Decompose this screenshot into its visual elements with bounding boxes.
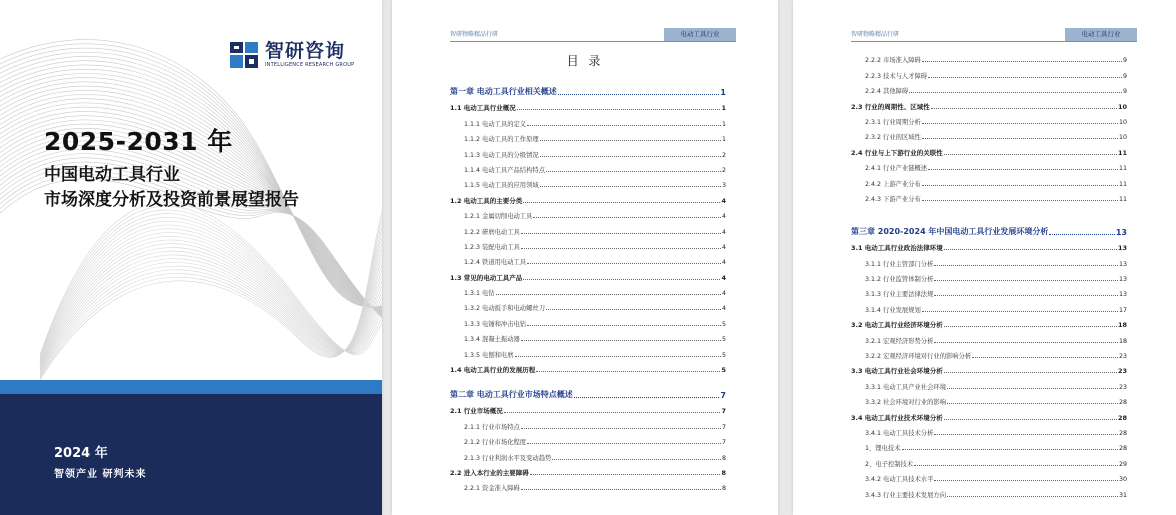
toc-page-number: 4 [721, 228, 726, 236]
toc-entry-title: 1.3 常见的电动工具产品 [450, 273, 523, 282]
toc-dot-leader [521, 248, 721, 249]
toc-page-number: 8 [721, 468, 726, 477]
toc-page-number: 7 [721, 423, 726, 431]
toc-page-number: 10 [1118, 134, 1127, 142]
toc-spacer [450, 374, 726, 383]
toc-dot-leader [536, 371, 720, 372]
toc-entry-sub[interactable] [450, 282, 726, 297]
toc-entry-sub[interactable] [851, 391, 1127, 406]
toc-page-number: 23 [1118, 383, 1127, 391]
toc-dot-leader [527, 325, 721, 326]
toc-dot-leader [914, 465, 1118, 466]
header-brand: 智研物略精品行研 [450, 31, 499, 38]
logo-name: 智研咨询 [265, 40, 346, 62]
toc-entry-sub[interactable] [450, 128, 726, 143]
toc-entry-title: 3.1.3 行业主要法律法规 [865, 291, 934, 299]
toc-entry-title: 2、电子控制技术 [865, 460, 914, 468]
header-industry-tag: 电动工具行业 [664, 28, 736, 41]
toc-entry-sub[interactable] [851, 126, 1127, 141]
toc-entry-title: 1.1.4 电动工具产品结构特点 [464, 166, 545, 174]
toc-page-number: 7 [721, 439, 726, 447]
toc-entry-sub[interactable] [851, 111, 1127, 126]
toc-entry-chapter[interactable] [450, 80, 726, 97]
toc-dot-leader [972, 357, 1118, 358]
toc-dot-leader [1049, 234, 1114, 235]
toc-page-number: 13 [1118, 276, 1127, 284]
toc-dot-leader [922, 123, 1118, 124]
toc-entry-title: 2.2.3 技术与人才障碍 [865, 72, 928, 80]
toc-dot-leader [934, 280, 1118, 281]
toc-page-number: 23 [1117, 367, 1127, 376]
toc-dot-leader [530, 474, 721, 475]
toc-entry-title: 3.4 电动工具行业技术环境分析 [851, 413, 943, 422]
toc-entry-title: 1.2.1 金属切削电动工具 [464, 213, 533, 221]
toc-entry-section[interactable] [450, 266, 726, 281]
toc-entry-sub[interactable] [450, 112, 726, 127]
cover-accent-band [0, 380, 382, 394]
toc-dot-leader [947, 403, 1118, 404]
toc-dot-leader [922, 185, 1118, 186]
toc-dot-leader [944, 372, 1117, 373]
toc-dot-leader [552, 459, 721, 460]
toc-entry-sub[interactable] [450, 159, 726, 174]
toc-page-number: 4 [721, 243, 726, 251]
toc-entry-title: 1.3.2 电动扳手和电动螺丝刀 [464, 305, 545, 313]
toc-page-number: 10 [1118, 118, 1127, 126]
toc-entry-sub[interactable] [450, 251, 726, 266]
toc-page-number: 29 [1118, 460, 1127, 468]
toc-dot-leader [558, 94, 720, 95]
toc-page-number: 31 [1118, 491, 1127, 499]
toc-entry-sub[interactable] [851, 80, 1127, 95]
toc-dot-leader [922, 138, 1118, 139]
toc-dot-leader [546, 309, 721, 310]
toc-page-number: 11 [1118, 195, 1127, 203]
cover-slogan: 智领产业 研判未来 [54, 469, 147, 480]
toc-page-2 [793, 0, 1176, 515]
toc-entry-title: 3.4.3 行业主要技术发展方向 [865, 491, 946, 499]
toc-dot-leader [540, 140, 721, 141]
toc-entry-title: 1.3.1 电钻 [464, 290, 495, 298]
cover-date: 2024 年 [54, 446, 108, 461]
toc-entry-sub[interactable] [851, 157, 1127, 172]
toc-page-number: 4 [721, 305, 726, 313]
toc-page-number: 7 [721, 407, 726, 416]
toc-entry-chapter[interactable] [450, 383, 726, 400]
toc-page-number: 1 [721, 120, 726, 128]
toc-entry-sub[interactable] [450, 312, 726, 327]
toc-page-number: 13 [1118, 291, 1127, 299]
toc-title: 目 录 [566, 54, 604, 68]
toc-entry-title: 2.2 进入本行业的主要障碍 [450, 468, 529, 477]
toc-entry-title: 3.3.2 社会环境对行业的影响 [865, 399, 946, 407]
toc-entry-sub[interactable] [450, 343, 726, 358]
toc-dot-leader [934, 295, 1118, 296]
toc-entry-title: 3.4.1 电动工具技术分析 [865, 429, 934, 437]
toc-dot-leader [504, 412, 721, 413]
toc-entry-section[interactable] [851, 360, 1127, 375]
page-header [450, 28, 736, 42]
toc-entry-sub[interactable] [851, 172, 1127, 187]
toc-page-number: 13 [1117, 244, 1127, 253]
toc-page-number: 13 [1118, 260, 1127, 268]
cover-page [0, 0, 382, 515]
toc-page-number: 3 [721, 182, 726, 190]
toc-entry-title: 1、锂电技术 [865, 445, 901, 453]
toc-entry-sub[interactable] [851, 283, 1127, 298]
toc-dot-leader [934, 265, 1118, 266]
toc-page-number: 4 [721, 213, 726, 221]
toc-dot-leader [909, 92, 1122, 93]
toc-page-number: 11 [1118, 180, 1127, 188]
toc-entry-section[interactable] [450, 400, 726, 415]
toc-entry-section[interactable] [450, 462, 726, 477]
toc-page-number: 5 [721, 351, 726, 359]
toc-list [450, 80, 726, 492]
toc-dot-leader [934, 434, 1118, 435]
toc-page-number: 5 [721, 320, 726, 328]
toc-page-number: 9 [1122, 57, 1127, 65]
toc-entry-title: 2.1.2 行业市场化程度 [464, 439, 527, 447]
toc-dot-leader [922, 61, 1122, 62]
toc-entry-title: 2.2.2 市场准入障碍 [865, 57, 921, 65]
toc-dot-leader [521, 233, 721, 234]
toc-entry-title: 3.1.4 行业发展规划 [865, 306, 921, 314]
toc-dot-leader [944, 419, 1117, 420]
logo-mark-icon [230, 40, 260, 70]
toc-page-number: 9 [1122, 88, 1127, 96]
toc-entry-title: 1.4 电动工具行业的发展历程 [450, 366, 536, 375]
toc-entry-title: 1.2 电动工具的主要分类 [450, 196, 523, 205]
toc-entry-title: 2.3.1 行业周期分析 [865, 118, 921, 126]
toc-spacer [851, 203, 1127, 220]
toc-page-number: 5 [721, 366, 726, 375]
toc-entry-chapter[interactable] [851, 220, 1127, 237]
toc-page-number: 7 [720, 391, 726, 401]
toc-entry-sub[interactable] [450, 415, 726, 430]
toc-entry-title: 2.2.4 其他障碍 [865, 88, 909, 96]
toc-dot-leader [527, 263, 721, 264]
toc-entry-title: 3.2 电动工具行业经济环境分析 [851, 321, 943, 330]
toc-dot-leader [540, 186, 721, 187]
toc-dot-leader [523, 279, 720, 280]
toc-entry-sub[interactable] [851, 49, 1127, 64]
wave-line [40, 198, 382, 376]
logo-subtitle: INTELLIGENCE RESEARCH GROUP [265, 62, 355, 68]
toc-entry-title: 2.3 行业的周期性、区域性 [851, 102, 930, 111]
toc-dot-leader [574, 397, 720, 398]
toc-entry-section[interactable] [851, 314, 1127, 329]
toc-entry-title: 3.1.1 行业主管部门分析 [865, 260, 934, 268]
toc-entry-title: 1.3.5 电刨和电磨 [464, 351, 514, 359]
toc-dot-leader [517, 109, 721, 110]
toc-page-number: 8 [721, 485, 726, 493]
toc-page-number: 18 [1117, 321, 1127, 330]
toc-entry-sub[interactable] [851, 483, 1127, 498]
toc-page-number: 4 [721, 273, 726, 282]
toc-entry-title: 1.1 电动工具行业概况 [450, 104, 516, 113]
toc-entry-section[interactable] [851, 95, 1127, 110]
page-header [851, 28, 1137, 42]
toc-dot-leader [944, 249, 1117, 250]
toc-entry-sub[interactable] [851, 298, 1127, 313]
toc-page-number: 8 [721, 454, 726, 462]
toc-entry-title: 3.2.1 宏观经济形势分析 [865, 337, 934, 345]
toc-dot-leader [928, 77, 1122, 78]
toc-dot-leader [944, 326, 1117, 327]
toc-dot-leader [521, 428, 721, 429]
toc-page-number: 28 [1118, 445, 1127, 453]
toc-entry-sub[interactable] [450, 328, 726, 343]
toc-entry-section[interactable] [450, 359, 726, 374]
toc-dot-leader [521, 340, 721, 341]
toc-entry-title: 3.2.2 宏观经济环境对行业的影响分析 [865, 353, 972, 361]
toc-page-number: 28 [1118, 429, 1127, 437]
toc-entry-sub[interactable] [851, 188, 1127, 203]
toc-dot-leader [934, 480, 1118, 481]
toc-entry-sub[interactable] [450, 205, 726, 220]
toc-entry-title: 1.1.5 电动工具的应用领域 [464, 182, 539, 190]
toc-page-1 [392, 0, 778, 515]
toc-page-number: 5 [721, 336, 726, 344]
toc-page-number: 1 [721, 136, 726, 144]
toc-dot-leader [523, 202, 720, 203]
toc-entry-title: 3.1.2 行业监管体制分析 [865, 276, 934, 284]
toc-page-number: 28 [1118, 399, 1127, 407]
toc-entry-title: 1.2.2 研磨电动工具 [464, 228, 520, 236]
toc-entry-title: 1.1.1 电动工具的定义 [464, 120, 527, 128]
toc-page-number: 11 [1117, 148, 1127, 157]
cover-year: 2025-2031 年 [44, 127, 233, 156]
toc-entry-title: 2.1 行业市场概况 [450, 407, 503, 416]
toc-dot-leader [546, 171, 721, 172]
toc-entry-title: 1.3.3 电锤和冲击电钻 [464, 320, 527, 328]
toc-page-number: 9 [1122, 72, 1127, 80]
toc-dot-leader [527, 125, 721, 126]
toc-page-number: 18 [1118, 337, 1127, 345]
toc-entry-sub[interactable] [851, 468, 1127, 483]
toc-entry-sub[interactable] [851, 64, 1127, 79]
toc-list [851, 49, 1127, 499]
toc-entry-title: 第三章 2020-2024 年中国电动工具行业发展环境分析 [851, 226, 1049, 236]
toc-entry-title: 3.3 电动工具行业社会环境分析 [851, 367, 943, 376]
toc-dot-leader [922, 311, 1118, 312]
toc-dot-leader [931, 108, 1117, 109]
toc-entry-title: 2.2.1 资金准入障碍 [464, 485, 520, 493]
toc-dot-leader [922, 200, 1118, 201]
toc-entry-sub[interactable] [450, 220, 726, 235]
toc-page-number: 30 [1118, 476, 1127, 484]
toc-page-number: 11 [1118, 165, 1127, 173]
toc-page-number: 4 [721, 196, 726, 205]
header-divider [851, 41, 1137, 42]
company-logo [230, 40, 354, 70]
toc-entry-sub[interactable] [450, 431, 726, 446]
toc-entry-section[interactable] [851, 141, 1127, 156]
toc-page-number: 4 [721, 259, 726, 267]
toc-entry-sub[interactable] [851, 329, 1127, 344]
header-divider [450, 41, 736, 42]
toc-page-number: 2 [721, 151, 726, 159]
toc-dot-leader [521, 489, 721, 490]
toc-entry-title: 2.1.1 行业市场特点 [464, 423, 520, 431]
toc-entry-sub[interactable] [450, 446, 726, 461]
toc-entry-title: 2.4.1 行业产业链概述 [865, 165, 928, 173]
toc-entry-title: 1.1.3 电动工具的分级情况 [464, 151, 539, 159]
toc-entry-title: 3.3.1 电动工具产业社会环境 [865, 383, 946, 391]
toc-dot-leader [527, 443, 721, 444]
toc-page-number: 2 [721, 166, 726, 174]
toc-dot-leader [902, 449, 1118, 450]
toc-dot-leader [947, 496, 1118, 497]
toc-entry-sub[interactable] [851, 252, 1127, 267]
toc-entry-section[interactable] [851, 237, 1127, 252]
toc-entry-sub[interactable] [851, 345, 1127, 360]
toc-entry-title: 2.4.3 下游产业分布 [865, 195, 921, 203]
toc-page-number: 1 [721, 104, 726, 113]
toc-dot-leader [934, 342, 1118, 343]
toc-entry-title: 2.4 行业与上下游行业的关联性 [851, 148, 943, 157]
toc-entry-title: 1.3.4 混凝土振动器 [464, 336, 520, 344]
toc-entry-sub[interactable] [450, 143, 726, 158]
toc-page-number: 10 [1117, 102, 1127, 111]
cover-title-line1: 中国电动工具行业 [44, 165, 180, 185]
toc-entry-title: 2.3.2 行业的区域性 [865, 134, 921, 142]
toc-entry-title: 2.4.2 上游产业分布 [865, 180, 921, 188]
toc-entry-sub[interactable] [450, 236, 726, 251]
toc-page-number: 13 [1115, 227, 1127, 237]
toc-entry-sub[interactable] [851, 268, 1127, 283]
toc-entry-title: 1.1.2 电动工具的工作原理 [464, 136, 539, 144]
toc-dot-leader [928, 169, 1118, 170]
toc-entry-section[interactable] [851, 406, 1127, 421]
toc-entry-title: 2.1.3 行业利润水平及变动趋势 [464, 454, 552, 462]
toc-entry-title: 3.1 电动工具行业政治法律环境 [851, 244, 943, 253]
toc-entry-title: 1.2.3 装配电动工具 [464, 243, 520, 251]
toc-dot-leader [540, 156, 721, 157]
toc-entry-section[interactable] [450, 189, 726, 204]
header-industry-tag: 电动工具行业 [1065, 28, 1137, 41]
toc-entry-sub[interactable] [851, 452, 1127, 467]
toc-entry-sub[interactable] [851, 422, 1127, 437]
toc-page-number: 23 [1118, 353, 1127, 361]
toc-dot-leader [515, 356, 721, 357]
toc-dot-leader [944, 154, 1117, 155]
toc-entry-title: 3.4.2 电动工具技术水平 [865, 476, 934, 484]
toc-entry-title: 第一章 电动工具行业相关概述 [450, 87, 557, 96]
toc-dot-leader [496, 294, 721, 295]
toc-dot-leader [533, 217, 721, 218]
toc-entry-title: 1.2.4 铁道用电动工具 [464, 259, 527, 267]
toc-page-number: 28 [1117, 413, 1127, 422]
toc-dot-leader [947, 388, 1118, 389]
toc-entry-sub[interactable] [450, 477, 726, 492]
toc-entry-sub[interactable] [851, 437, 1127, 452]
toc-entry-sub[interactable] [851, 375, 1127, 390]
toc-page-number: 17 [1118, 306, 1127, 314]
cover-title-line2: 市场深度分析及投资前景展望报告 [44, 190, 299, 210]
toc-entry-title: 第二章 电动工具行业市场特点概述 [450, 390, 573, 400]
toc-entry-sub[interactable] [450, 297, 726, 312]
toc-entry-section[interactable] [450, 97, 726, 112]
toc-page-number: 1 [720, 88, 726, 97]
header-brand: 智研物略精品行研 [851, 31, 900, 38]
toc-entry-sub[interactable] [450, 174, 726, 189]
toc-page-number: 4 [721, 290, 726, 298]
